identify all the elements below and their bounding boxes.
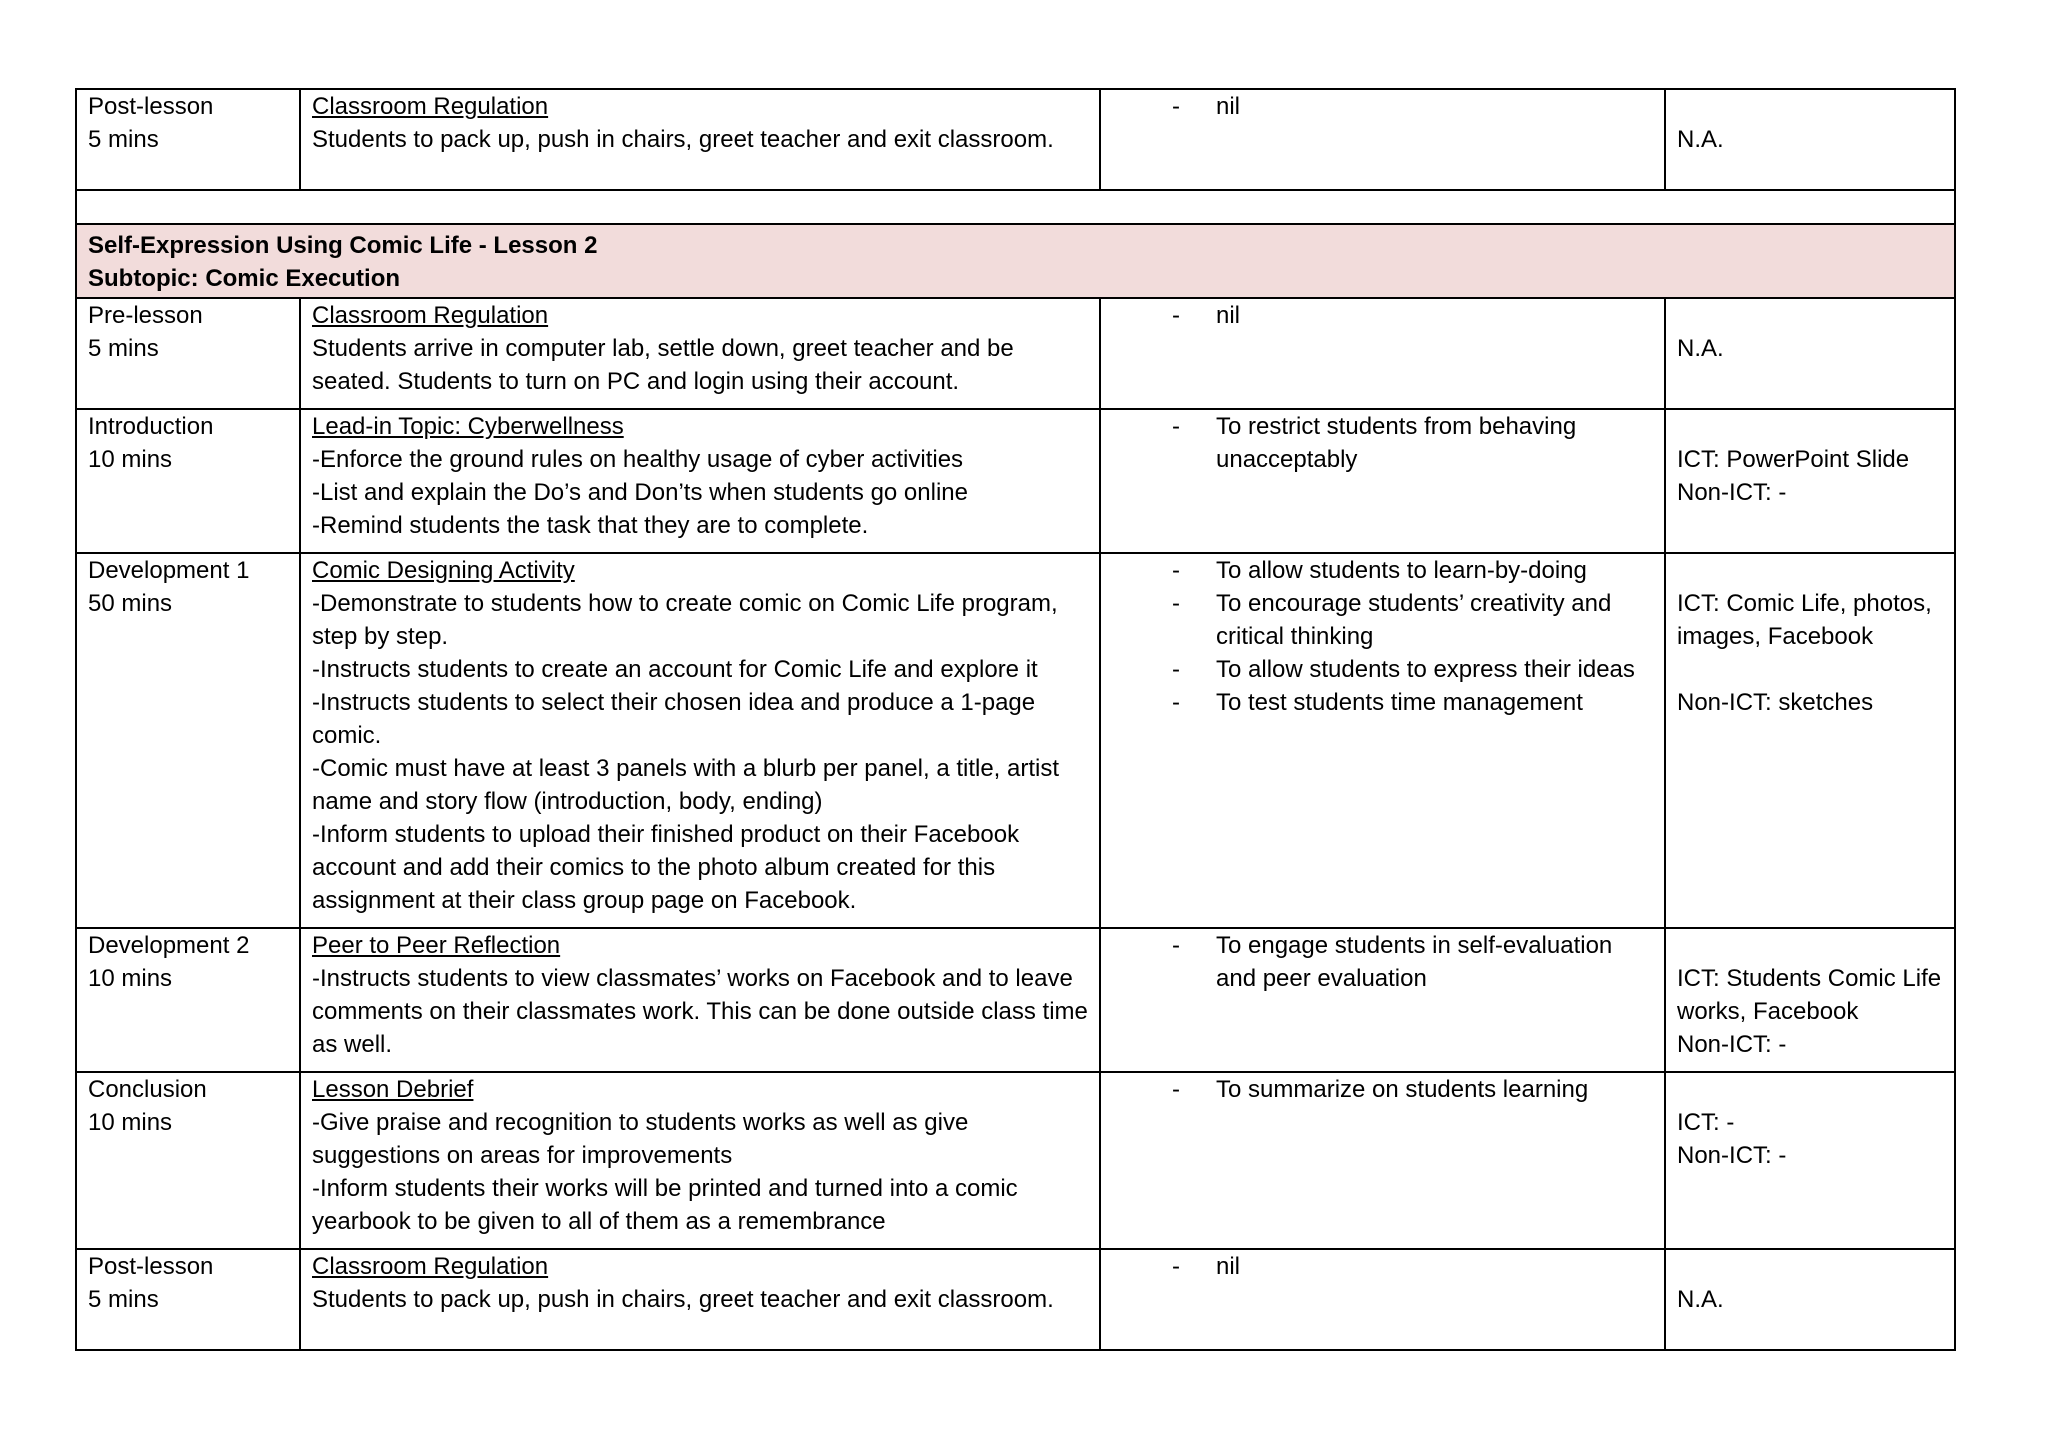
- objectives-cell: [1100, 298, 1665, 409]
- stage-name: Conclusion: [88, 1076, 207, 1103]
- activity-line: -Remind students the task that they are to complete.: [312, 512, 869, 539]
- activity-line: -Inform students their works will be printed and turned into a comic yearbook to be given to all of them as a remembrance: [312, 1175, 1018, 1235]
- activity-line: -List and explain the Do’s and Don’ts when students go online: [312, 479, 968, 506]
- stage-name: Introduction: [88, 413, 214, 440]
- objective-item: - To test students time management: [1172, 686, 1654, 719]
- resources-cell: [1665, 1072, 1955, 1249]
- section-subtopic: Subtopic: Comic Execution: [88, 265, 401, 292]
- stage-duration: 50 mins: [88, 590, 173, 617]
- stage-cell: [76, 409, 300, 553]
- stage-name: Pre-lesson: [88, 302, 203, 329]
- stage-duration: 10 mins: [88, 965, 173, 992]
- stage-name: Post-lesson: [88, 1253, 214, 1280]
- stage-name: Development 2: [88, 932, 250, 959]
- resources-cell: [1665, 89, 1955, 190]
- table-row: [76, 553, 1955, 928]
- table-row: [76, 89, 1955, 190]
- activity-cell: [300, 928, 1100, 1072]
- stage-duration: 10 mins: [88, 446, 173, 473]
- resource-line: N.A.: [1677, 1286, 1724, 1313]
- objective-item: - nil: [1172, 1250, 1654, 1283]
- table-row: [76, 298, 1955, 409]
- activity-line: -Instructs students to view classmates’ works on Facebook and to leave comments on their classmates work. This can be done outside class time as well.: [312, 965, 1088, 1058]
- objectives-cell: [1100, 553, 1665, 928]
- activity-line: Students to pack up, push in chairs, greet teacher and exit classroom.: [312, 126, 1054, 153]
- section-header-cell: [76, 224, 1955, 298]
- resource-blank-line: [1677, 653, 1944, 686]
- activity-line: -Demonstrate to students how to create comic on Comic Life program, step by step.: [312, 590, 1058, 650]
- activity-cell: [300, 89, 1100, 190]
- objective-item: - To restrict students from behaving unacceptably: [1172, 410, 1654, 476]
- section-header-row: [76, 224, 1955, 298]
- stage-cell: [76, 89, 300, 190]
- stage-cell: [76, 1249, 300, 1350]
- objective-item: - To summarize on students learning: [1172, 1073, 1654, 1106]
- objectives-cell: [1100, 409, 1665, 553]
- objectives-list: [1112, 299, 1654, 332]
- lesson-plan-table: [75, 88, 1956, 1351]
- activity-heading: Classroom Regulation: [312, 93, 549, 120]
- lesson-plan-page: [75, 88, 1954, 1351]
- resources-cell: [1665, 409, 1955, 553]
- activity-line: -Comic must have at least 3 panels with a blurb per panel, a title, artist name and story flow (introduction, body, ending): [312, 755, 1060, 815]
- resources-cell: [1665, 298, 1955, 409]
- activity-line: -Inform students to upload their finished product on their Facebook account and add their comics to the photo album created for this assignment at their class group page on Facebook.: [312, 821, 1020, 914]
- objectives-list: [1112, 554, 1654, 719]
- stage-duration: 10 mins: [88, 1109, 173, 1136]
- stage-duration: 5 mins: [88, 1286, 159, 1313]
- objective-item: - To encourage students’ creativity and critical thinking: [1172, 587, 1654, 653]
- objective-item: - nil: [1172, 299, 1654, 332]
- activity-line: Students arrive in computer lab, settle down, greet teacher and be seated. Students to turn on PC and login using their account.: [312, 335, 1014, 395]
- activity-line: -Give praise and recognition to students works as well as give suggestions on areas for improvements: [312, 1109, 969, 1169]
- objectives-list: [1112, 1250, 1654, 1283]
- objective-item: - nil: [1172, 90, 1654, 123]
- activity-line: -Enforce the ground rules on healthy usage of cyber activities: [312, 446, 964, 473]
- spacer-row: [76, 190, 1955, 224]
- resources-cell: [1665, 928, 1955, 1072]
- table-row: [76, 1072, 1955, 1249]
- stage-cell: [76, 553, 300, 928]
- resource-line: ICT: Students Comic Life works, Facebook: [1677, 965, 1942, 1025]
- objective-item: - To allow students to express their ideas: [1172, 653, 1654, 686]
- table-row: [76, 928, 1955, 1072]
- stage-duration: 5 mins: [88, 335, 159, 362]
- stage-name: Post-lesson: [88, 93, 214, 120]
- resources-cell: [1665, 1249, 1955, 1350]
- resource-line: ICT: -: [1677, 1109, 1735, 1136]
- objectives-cell: [1100, 928, 1665, 1072]
- activity-line: Students to pack up, push in chairs, greet teacher and exit classroom.: [312, 1286, 1054, 1313]
- activity-heading: Comic Designing Activity: [312, 557, 575, 584]
- resource-line: ICT: Comic Life, photos, images, Facebook: [1677, 590, 1932, 650]
- stage-cell: [76, 298, 300, 409]
- activity-line: -Instructs students to create an account for Comic Life and explore it: [312, 656, 1038, 683]
- objectives-cell: [1100, 89, 1665, 190]
- activity-cell: [300, 298, 1100, 409]
- activity-heading: Lead-in Topic: Cyberwellness: [312, 413, 624, 440]
- objectives-cell: [1100, 1072, 1665, 1249]
- resource-line: ICT: PowerPoint Slide: [1677, 446, 1910, 473]
- activity-heading: Lesson Debrief: [312, 1076, 474, 1103]
- resource-line: Non-ICT: -: [1677, 1031, 1787, 1058]
- activity-cell: [300, 553, 1100, 928]
- resource-line: N.A.: [1677, 335, 1724, 362]
- objectives-list: [1112, 1073, 1654, 1106]
- resource-line: Non-ICT: -: [1677, 1142, 1787, 1169]
- stage-cell: [76, 928, 300, 1072]
- resource-line: N.A.: [1677, 126, 1724, 153]
- table-row: [76, 1249, 1955, 1350]
- activity-line: -Instructs students to select their chosen idea and produce a 1-page comic.: [312, 689, 1036, 749]
- spacer-cell: [76, 190, 1955, 224]
- objective-item: - To engage students in self-evaluation and peer evaluation: [1172, 929, 1654, 995]
- activity-cell: [300, 1072, 1100, 1249]
- objectives-list: [1112, 90, 1654, 123]
- stage-name: Development 1: [88, 557, 250, 584]
- objectives-list: [1112, 929, 1654, 995]
- objectives-cell: [1100, 1249, 1665, 1350]
- objectives-list: [1112, 410, 1654, 476]
- stage-cell: [76, 1072, 300, 1249]
- activity-cell: [300, 1249, 1100, 1350]
- activity-heading: Classroom Regulation: [312, 1253, 549, 1280]
- resources-cell: [1665, 553, 1955, 928]
- section-title: Self-Expression Using Comic Life - Lesson 2: [88, 232, 598, 259]
- activity-heading: Classroom Regulation: [312, 302, 549, 329]
- resource-line: Non-ICT: sketches: [1677, 689, 1874, 716]
- resource-line: Non-ICT: -: [1677, 479, 1787, 506]
- activity-cell: [300, 409, 1100, 553]
- stage-duration: 5 mins: [88, 126, 159, 153]
- table-row: [76, 409, 1955, 553]
- activity-heading: Peer to Peer Reflection: [312, 932, 561, 959]
- objective-item: - To allow students to learn-by-doing: [1172, 554, 1654, 587]
